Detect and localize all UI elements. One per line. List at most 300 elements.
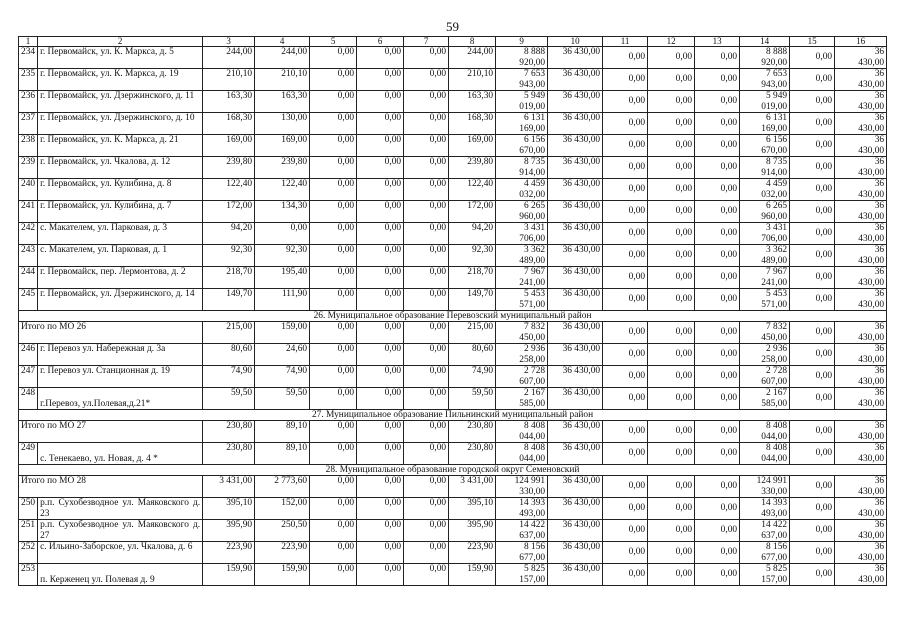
value-cell: 36 430,00	[548, 289, 603, 311]
value-cell: 0,00	[310, 223, 357, 245]
value-cell: 0,00	[603, 135, 648, 157]
value-cell: 172,00	[449, 201, 496, 223]
address-cell: г. Первомайск, пер. Лермонтова, д. 2	[38, 267, 203, 289]
value-cell: 36 430,00	[835, 564, 887, 586]
column-header: 13	[695, 37, 740, 47]
value-cell: 163,30	[449, 91, 496, 113]
value-cell: 124 991 330,00	[496, 476, 548, 498]
value-cell: 0,00	[648, 47, 695, 69]
value-cell: 36 430,00	[548, 542, 603, 564]
value-cell: 0,00	[695, 564, 740, 586]
address-cell: с. Макателем, ул. Парковая, д. 1	[38, 245, 203, 267]
value-cell: 8 888 920,00	[496, 47, 548, 69]
table-row	[19, 113, 887, 135]
value-cell: 0,00	[603, 322, 648, 344]
value-cell: 5 949 019,00	[740, 91, 790, 113]
value-cell: 94,20	[203, 223, 255, 245]
value-cell: 244,00	[255, 47, 310, 69]
value-cell: 8 888 920,00	[740, 47, 790, 69]
value-cell: 0,00	[357, 289, 404, 311]
column-header: 1	[19, 37, 38, 47]
value-cell: 36 430,00	[835, 289, 887, 311]
value-cell: 4 459 032,00	[496, 179, 548, 201]
value-cell: 36 430,00	[548, 322, 603, 344]
value-cell: 36 430,00	[835, 267, 887, 289]
section-row	[19, 410, 887, 421]
value-cell: 0,00	[648, 388, 695, 410]
value-cell: 8 408 044,00	[496, 421, 548, 443]
value-cell: 0,00	[310, 443, 357, 465]
value-cell: 2 728 607,00	[496, 366, 548, 388]
value-cell: 0,00	[404, 366, 449, 388]
value-cell: 2 167 585,00	[496, 388, 548, 410]
value-cell: 0,00	[603, 179, 648, 201]
address-cell: г. Перевоз ул. Станционная д. 19	[38, 366, 203, 388]
value-cell: 0,00	[310, 267, 357, 289]
row-number: 250	[19, 498, 38, 520]
value-cell: 0,00	[648, 443, 695, 465]
value-cell: 5 825 157,00	[740, 564, 790, 586]
value-cell: 3 362 489,00	[496, 245, 548, 267]
value-cell: 0,00	[310, 520, 357, 542]
column-header: 9	[496, 37, 548, 47]
value-cell: 36 430,00	[835, 443, 887, 465]
value-cell: 36 430,00	[835, 344, 887, 366]
value-cell: 74,90	[449, 366, 496, 388]
address-cell: п. Керженец ул. Полевая д. 9	[38, 564, 203, 586]
value-cell: 0,00	[357, 476, 404, 498]
value-cell: 0,00	[790, 344, 835, 366]
column-header: 4	[255, 37, 310, 47]
value-cell: 0,00	[648, 542, 695, 564]
value-cell: 0,00	[357, 47, 404, 69]
value-cell: 250,50	[255, 520, 310, 542]
value-cell: 0,00	[357, 157, 404, 179]
value-cell: 0,00	[603, 421, 648, 443]
value-cell: 36 430,00	[548, 564, 603, 586]
value-cell: 0,00	[695, 245, 740, 267]
value-cell: 395,10	[203, 498, 255, 520]
value-cell: 0,00	[357, 388, 404, 410]
value-cell: 0,00	[790, 289, 835, 311]
value-cell: 0,00	[695, 69, 740, 91]
table-row	[19, 289, 887, 311]
table-row	[19, 245, 887, 267]
value-cell: 218,70	[203, 267, 255, 289]
value-cell: 223,90	[255, 542, 310, 564]
value-cell: 230,80	[449, 421, 496, 443]
row-number: 244	[19, 267, 38, 289]
value-cell: 5 453 571,00	[740, 289, 790, 311]
value-cell: 0,00	[603, 47, 648, 69]
column-header: 3	[203, 37, 255, 47]
value-cell: 0,00	[310, 476, 357, 498]
value-cell: 0,00	[255, 223, 310, 245]
value-cell: 36 430,00	[548, 421, 603, 443]
value-cell: 239,80	[449, 157, 496, 179]
value-cell: 0,00	[404, 476, 449, 498]
table-row	[19, 520, 887, 542]
value-cell: 0,00	[603, 245, 648, 267]
value-cell: 0,00	[790, 366, 835, 388]
value-cell: 36 430,00	[548, 91, 603, 113]
total-row	[19, 322, 887, 344]
value-cell: 0,00	[648, 69, 695, 91]
value-cell: 244,00	[203, 47, 255, 69]
value-cell: 210,10	[255, 69, 310, 91]
column-header: 8	[449, 37, 496, 47]
value-cell: 59,50	[255, 388, 310, 410]
value-cell: 0,00	[648, 322, 695, 344]
value-cell: 6 156 670,00	[740, 135, 790, 157]
column-header: 16	[835, 37, 887, 47]
value-cell: 36 430,00	[835, 366, 887, 388]
value-cell: 0,00	[695, 267, 740, 289]
value-cell: 8 156 677,00	[740, 542, 790, 564]
value-cell: 230,80	[203, 443, 255, 465]
value-cell: 7 967 241,00	[496, 267, 548, 289]
row-number: 237	[19, 113, 38, 135]
value-cell: 0,00	[790, 91, 835, 113]
value-cell: 0,00	[404, 179, 449, 201]
value-cell: 36 430,00	[835, 421, 887, 443]
value-cell: 0,00	[357, 69, 404, 91]
value-cell: 0,00	[695, 322, 740, 344]
value-cell: 6 156 670,00	[496, 135, 548, 157]
address-cell: с. Ильино-Заборское, ул. Чкалова, д. 6	[38, 542, 203, 564]
value-cell: 36 430,00	[548, 47, 603, 69]
value-cell: 80,60	[449, 344, 496, 366]
value-cell: 0,00	[790, 476, 835, 498]
value-cell: 0,00	[603, 69, 648, 91]
address-cell: г. Первомайск, ул. Чкалова, д. 12	[38, 157, 203, 179]
value-cell: 0,00	[695, 366, 740, 388]
value-cell: 0,00	[357, 366, 404, 388]
header-row	[19, 37, 887, 47]
value-cell: 36 430,00	[548, 245, 603, 267]
row-number: 246	[19, 344, 38, 366]
table-row	[19, 388, 887, 410]
value-cell: 0,00	[310, 366, 357, 388]
value-cell: 0,00	[648, 289, 695, 311]
value-cell: 0,00	[357, 542, 404, 564]
table-row	[19, 69, 887, 91]
value-cell: 6 265 960,00	[496, 201, 548, 223]
row-number: 252	[19, 542, 38, 564]
value-cell: 0,00	[790, 564, 835, 586]
value-cell: 0,00	[404, 69, 449, 91]
value-cell: 14 393 493,00	[740, 498, 790, 520]
value-cell: 0,00	[310, 498, 357, 520]
value-cell: 0,00	[404, 542, 449, 564]
table-row	[19, 366, 887, 388]
value-cell: 0,00	[603, 366, 648, 388]
value-cell: 74,90	[255, 366, 310, 388]
value-cell: 172,00	[203, 201, 255, 223]
value-cell: 0,00	[404, 157, 449, 179]
value-cell: 0,00	[357, 322, 404, 344]
value-cell: 5 825 157,00	[496, 564, 548, 586]
value-cell: 215,00	[449, 322, 496, 344]
value-cell: 0,00	[310, 113, 357, 135]
value-cell: 8 408 044,00	[496, 443, 548, 465]
table-row	[19, 157, 887, 179]
value-cell: 8 735 914,00	[496, 157, 548, 179]
value-cell: 36 430,00	[835, 69, 887, 91]
value-cell: 36 430,00	[548, 388, 603, 410]
row-number: 248	[19, 388, 38, 410]
value-cell: 0,00	[695, 157, 740, 179]
row-number: 253	[19, 564, 38, 586]
value-cell: 124 991 330,00	[740, 476, 790, 498]
value-cell: 159,90	[449, 564, 496, 586]
value-cell: 0,00	[790, 113, 835, 135]
value-cell: 7 967 241,00	[740, 267, 790, 289]
address-cell: г. Первомайск, ул. Кулибина, д. 8	[38, 179, 203, 201]
value-cell: 8 408 044,00	[740, 443, 790, 465]
value-cell: 2 728 607,00	[740, 366, 790, 388]
value-cell: 6 131 169,00	[496, 113, 548, 135]
address-cell: с. Макателем, ул. Парковая, д. 3	[38, 223, 203, 245]
value-cell: 94,20	[449, 223, 496, 245]
value-cell: 0,00	[695, 289, 740, 311]
value-cell: 0,00	[404, 344, 449, 366]
value-cell: 223,90	[203, 542, 255, 564]
value-cell: 0,00	[404, 388, 449, 410]
value-cell: 6 131 169,00	[740, 113, 790, 135]
table-row	[19, 267, 887, 289]
column-header: 15	[790, 37, 835, 47]
table-row	[19, 47, 887, 69]
address-cell: г. Перевоз ул. Набережная д. 3а	[38, 344, 203, 366]
value-cell: 0,00	[404, 91, 449, 113]
table-row	[19, 179, 887, 201]
total-label: Итого по МО 28	[19, 476, 203, 498]
value-cell: 36 430,00	[835, 498, 887, 520]
value-cell: 0,00	[310, 179, 357, 201]
value-cell: 36 430,00	[835, 113, 887, 135]
value-cell: 2 167 585,00	[740, 388, 790, 410]
value-cell: 8 156 677,00	[496, 542, 548, 564]
value-cell: 230,80	[203, 421, 255, 443]
value-cell: 163,30	[255, 91, 310, 113]
value-cell: 36 430,00	[548, 69, 603, 91]
value-cell: 130,00	[255, 113, 310, 135]
value-cell: 0,00	[790, 267, 835, 289]
value-cell: 0,00	[603, 113, 648, 135]
value-cell: 163,30	[203, 91, 255, 113]
address-cell: р.п. Сухобезводное ул. Маяковского д. 27	[38, 520, 203, 542]
value-cell: 0,00	[695, 47, 740, 69]
value-cell: 0,00	[790, 223, 835, 245]
value-cell: 0,00	[695, 498, 740, 520]
value-cell: 36 430,00	[835, 179, 887, 201]
value-cell: 0,00	[310, 542, 357, 564]
address-cell: г.Перевоз, ул.Полевая,д.21*	[38, 388, 203, 410]
value-cell: 0,00	[790, 421, 835, 443]
value-cell: 0,00	[404, 498, 449, 520]
section-title: 28. Муниципальное образование городской округ Семеновский	[19, 465, 887, 476]
table-row	[19, 498, 887, 520]
row-number: 236	[19, 91, 38, 113]
value-cell: 0,00	[310, 289, 357, 311]
value-cell: 395,10	[449, 498, 496, 520]
value-cell: 223,90	[449, 542, 496, 564]
address-cell: г. Первомайск, ул. К. Маркса, д. 21	[38, 135, 203, 157]
value-cell: 0,00	[648, 91, 695, 113]
value-cell: 395,90	[203, 520, 255, 542]
value-cell: 0,00	[404, 421, 449, 443]
value-cell: 0,00	[404, 322, 449, 344]
row-number: 234	[19, 47, 38, 69]
address-cell: р.п. Сухобезводное ул. Маяковского д. 23	[38, 498, 203, 520]
value-cell: 0,00	[648, 421, 695, 443]
value-cell: 0,00	[603, 542, 648, 564]
value-cell: 0,00	[790, 388, 835, 410]
value-cell: 0,00	[790, 322, 835, 344]
value-cell: 3 431 706,00	[496, 223, 548, 245]
value-cell: 122,40	[255, 179, 310, 201]
value-cell: 89,10	[255, 443, 310, 465]
value-cell: 0,00	[648, 157, 695, 179]
row-number: 240	[19, 179, 38, 201]
value-cell: 0,00	[357, 113, 404, 135]
page-number: 59	[446, 19, 459, 34]
row-number: 249	[19, 443, 38, 465]
value-cell: 59,50	[449, 388, 496, 410]
address-cell: г. Первомайск, ул. К. Маркса, д. 19	[38, 69, 203, 91]
value-cell: 0,00	[357, 223, 404, 245]
address-cell: г. Первомайск, ул. К. Маркса, д. 5	[38, 47, 203, 69]
value-cell: 0,00	[404, 289, 449, 311]
value-cell: 0,00	[404, 520, 449, 542]
value-cell: 210,10	[203, 69, 255, 91]
value-cell: 36 430,00	[548, 498, 603, 520]
value-cell: 0,00	[310, 322, 357, 344]
value-cell: 0,00	[790, 157, 835, 179]
value-cell: 0,00	[357, 91, 404, 113]
value-cell: 218,70	[449, 267, 496, 289]
value-cell: 36 430,00	[548, 520, 603, 542]
value-cell: 0,00	[357, 421, 404, 443]
value-cell: 168,30	[203, 113, 255, 135]
value-cell: 7 653 943,00	[740, 69, 790, 91]
value-cell: 92,30	[255, 245, 310, 267]
value-cell: 0,00	[790, 520, 835, 542]
value-cell: 0,00	[603, 564, 648, 586]
value-cell: 159,90	[203, 564, 255, 586]
value-cell: 0,00	[404, 201, 449, 223]
value-cell: 0,00	[695, 443, 740, 465]
table-row	[19, 91, 887, 113]
value-cell: 0,00	[603, 201, 648, 223]
value-cell: 2 773,60	[255, 476, 310, 498]
address-cell: г. Первомайск, ул. Дзержинского, д. 14	[38, 289, 203, 311]
value-cell: 0,00	[603, 476, 648, 498]
value-cell: 0,00	[648, 113, 695, 135]
value-cell: 0,00	[648, 564, 695, 586]
value-cell: 36 430,00	[548, 443, 603, 465]
column-header: 5	[310, 37, 357, 47]
value-cell: 169,00	[449, 135, 496, 157]
column-header: 10	[548, 37, 603, 47]
value-cell: 2 936 258,00	[740, 344, 790, 366]
value-cell: 0,00	[648, 476, 695, 498]
section-title: 27. Муниципальное образование Пильнинский муниципальный район	[19, 410, 887, 421]
value-cell: 36 430,00	[548, 344, 603, 366]
value-cell: 36 430,00	[548, 113, 603, 135]
row-number: 241	[19, 201, 38, 223]
value-cell: 215,00	[203, 322, 255, 344]
value-cell: 36 430,00	[835, 47, 887, 69]
total-label: Итого по МО 26	[19, 322, 203, 344]
table-row	[19, 223, 887, 245]
value-cell: 3 362 489,00	[740, 245, 790, 267]
value-cell: 36 430,00	[835, 476, 887, 498]
value-cell: 0,00	[404, 443, 449, 465]
value-cell: 0,00	[648, 344, 695, 366]
value-cell: 230,80	[449, 443, 496, 465]
value-cell: 89,10	[255, 421, 310, 443]
value-cell: 36 430,00	[835, 223, 887, 245]
value-cell: 0,00	[357, 135, 404, 157]
value-cell: 0,00	[357, 179, 404, 201]
value-cell: 7 832 450,00	[496, 322, 548, 344]
value-cell: 36 430,00	[548, 267, 603, 289]
value-cell: 5 949 019,00	[496, 91, 548, 113]
value-cell: 0,00	[603, 267, 648, 289]
value-cell: 0,00	[310, 421, 357, 443]
table-row	[19, 542, 887, 564]
value-cell: 122,40	[449, 179, 496, 201]
value-cell: 36 430,00	[835, 157, 887, 179]
value-cell: 0,00	[310, 201, 357, 223]
value-cell: 169,00	[255, 135, 310, 157]
value-cell: 0,00	[695, 113, 740, 135]
value-cell: 0,00	[695, 201, 740, 223]
table-row	[19, 443, 887, 465]
value-cell: 0,00	[404, 113, 449, 135]
value-cell: 0,00	[790, 498, 835, 520]
value-cell: 8 408 044,00	[740, 421, 790, 443]
value-cell: 36 430,00	[835, 201, 887, 223]
column-header: 2	[38, 37, 203, 47]
value-cell: 0,00	[404, 223, 449, 245]
value-cell: 0,00	[695, 135, 740, 157]
value-cell: 0,00	[648, 498, 695, 520]
value-cell: 7 653 943,00	[496, 69, 548, 91]
value-cell: 36 430,00	[835, 245, 887, 267]
value-cell: 111,90	[255, 289, 310, 311]
value-cell: 36 430,00	[548, 179, 603, 201]
value-cell: 36 430,00	[835, 520, 887, 542]
value-cell: 0,00	[648, 223, 695, 245]
value-cell: 59,50	[203, 388, 255, 410]
value-cell: 0,00	[603, 157, 648, 179]
total-row	[19, 476, 887, 498]
value-cell: 0,00	[310, 344, 357, 366]
value-cell: 3 431,00	[449, 476, 496, 498]
row-number: 245	[19, 289, 38, 311]
value-cell: 239,80	[255, 157, 310, 179]
value-cell: 0,00	[603, 388, 648, 410]
value-cell: 2 936 258,00	[496, 344, 548, 366]
value-cell: 149,70	[203, 289, 255, 311]
value-cell: 0,00	[790, 47, 835, 69]
row-number: 242	[19, 223, 38, 245]
address-cell: с. Тенекаево, ул. Новая, д. 4 *	[38, 443, 203, 465]
value-cell: 36 430,00	[835, 135, 887, 157]
